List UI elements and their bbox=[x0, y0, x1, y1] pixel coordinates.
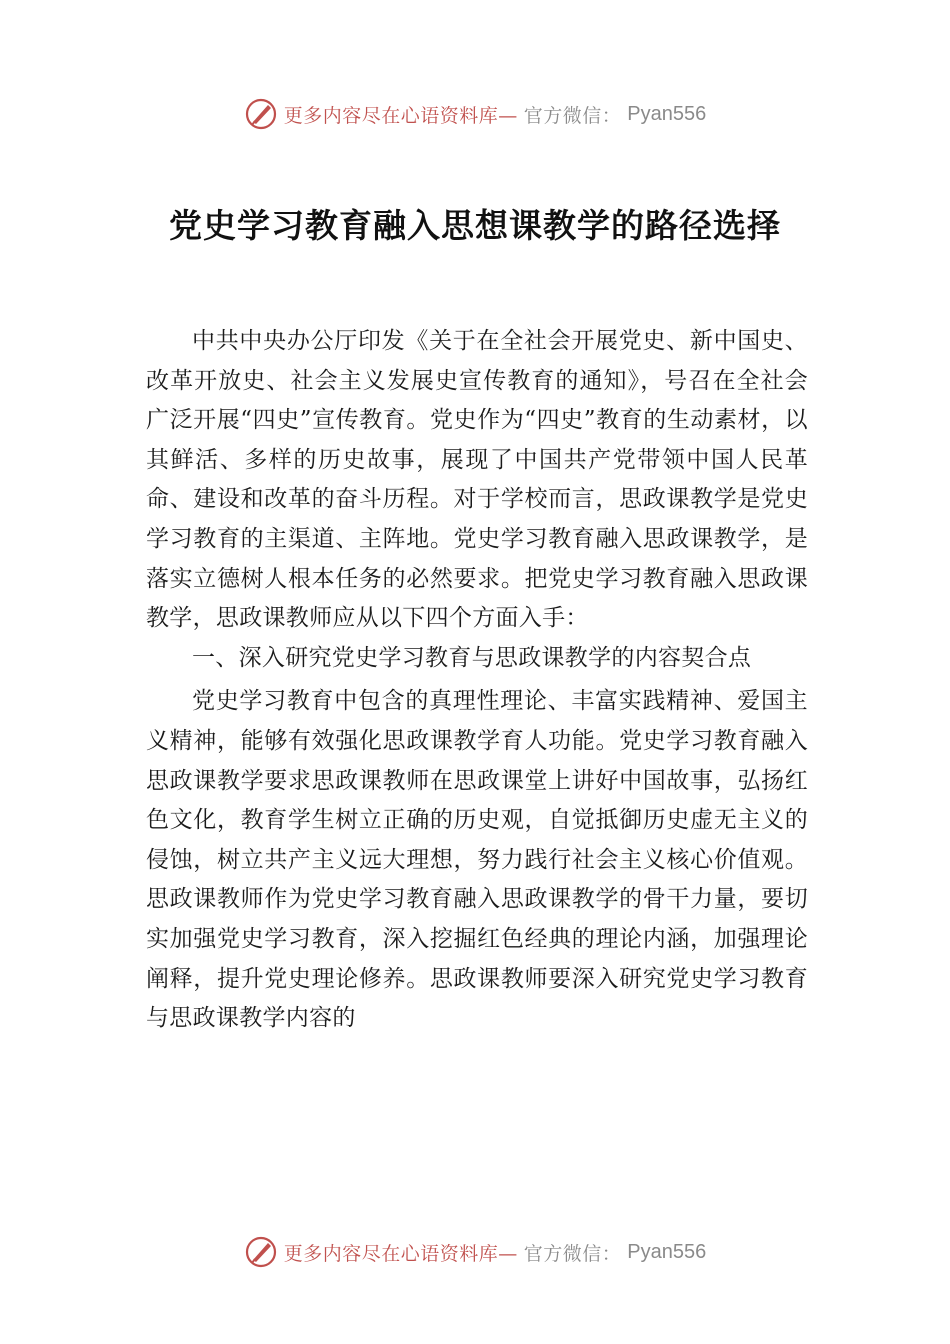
quill-pen-seal-icon bbox=[244, 1235, 278, 1269]
quill-pen-seal-icon bbox=[244, 97, 278, 131]
promo-text: 更多内容尽在心语资料库— bbox=[283, 1242, 518, 1265]
paragraph-section-1: 党史学习教育中包含的真理性理论、丰富实践精神、爱国主义精神，能够有效强化思政课教学育人功能。党史学习教育融入思政课教学要求思政课教师在思政课堂上讲好中国故事，弘扬红色文化，教育学生树立正确的历史观，自觉抵御历史虚无主义的侵蚀，树立共产主义远大理想，努力践行社会主义核心价值观。思政课教师作为党史学习教育融入思政课教学的骨干力量，要切实加强党史学习教育，深入挖掘红色经典的理论内涵，加强理论阐释，提升党史理论修养。思政课教师要深入研究党史学习教育与思政课教学内容的 bbox=[146, 688, 808, 1032]
document-title: 党史学习教育融入思想课教学的路径选择 bbox=[169, 206, 781, 245]
section-heading-1: 一、深入研究党史学习教育与思政课教学的内容契合点 bbox=[192, 644, 752, 671]
wechat-id: Pyan556 bbox=[627, 1240, 707, 1263]
paragraph-intro: 中共中央办公厅印发《关于在全社会开展党史、新中国史、改革开放史、社会主义发展史宣传教育的通知》，号召在全社会广泛开展“四史”宣传教育。党史作为“四史”教育的生动素材，以其鲜活、多样的历史故事，展现了中国共产党带领中国人民革命、建设和改革的奋斗历程。对于学校而言，思政课教学是党史学习教育的主渠道、主阵地。党史学习教育融入思政课教学，是落实立德树人根本任务的必然要求。把党史学习教育融入思政课教学，思政课教师应从以下四个方面入手： bbox=[146, 328, 808, 632]
promo-text: 更多内容尽在心语资料库— bbox=[283, 104, 518, 127]
document-body bbox=[146, 322, 808, 1039]
wechat-label: 官方微信： bbox=[523, 1242, 622, 1265]
wechat-label: 官方微信： bbox=[523, 104, 622, 127]
footer-promo-banner bbox=[0, 1232, 950, 1272]
wechat-id: Pyan556 bbox=[627, 102, 707, 125]
header-promo-banner bbox=[0, 94, 950, 134]
